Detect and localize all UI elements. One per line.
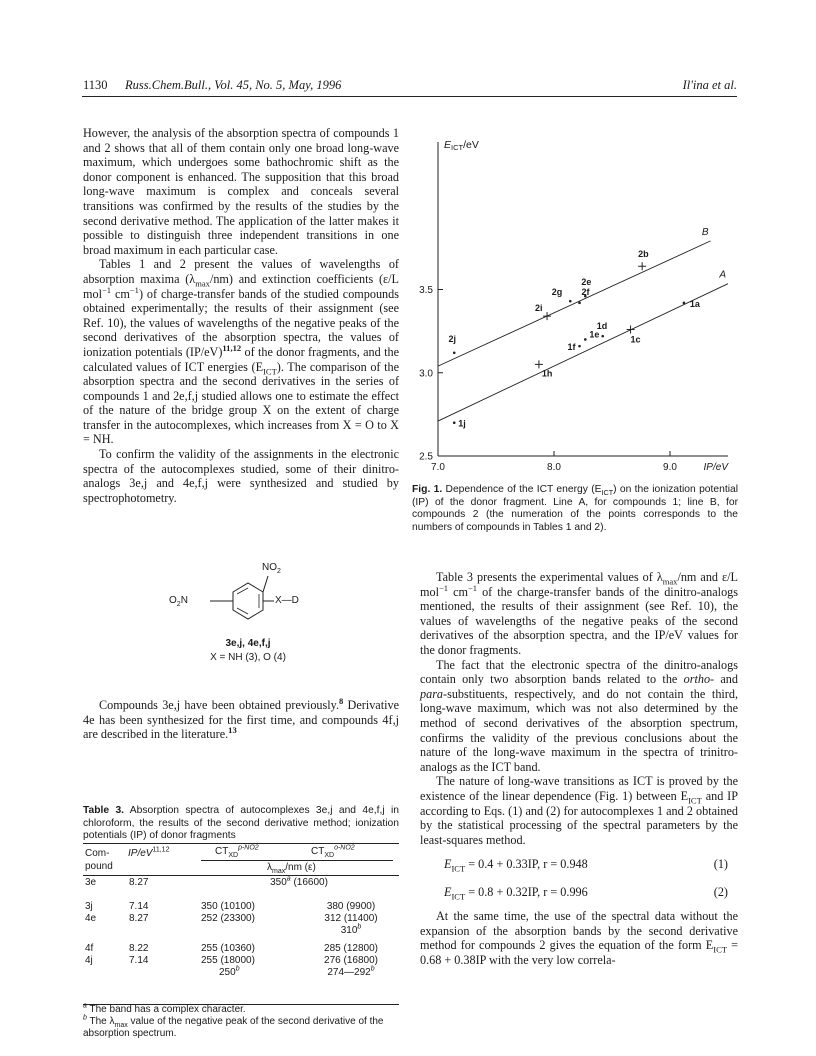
header-subrule [201,860,393,861]
point-label: 1f [567,342,576,353]
footnote-a: $^a$ The band has a complex character. [83,1002,246,1015]
journal-citation: Russ.Chem.Bull., Vol. 45, No. 5, May, 1996 [125,78,342,92]
header-ip: IP/eV$^{11,12}$ [128,846,170,859]
table-body [83,877,399,979]
table-row: 310$^b$ [340,923,362,936]
point-label: 2g [551,287,563,298]
header-lambda: $\lambda_{max}/nm$ (ε) [267,862,316,875]
table-row: 4j 7.14 255 (18000) 276 (16800) [85,955,378,966]
chart-points [448,249,700,428]
point-1e [584,338,587,341]
point-label: 1c [630,334,641,345]
header-ct-para: $CT_{XD}^{p-NO2}$ [215,844,259,859]
paragraph: Tables 1 and 2 present the values of wavelengths of absorption maxima $(\lambda_{max}/nm)$ and extinction coefficients (ε/L mol$^{-1}$ $cm^{-1}$) of charge-transfer bands of the studied compounds obtained experimentally; the results of their assignment (see Ref. 10), the values of wavelengths of the negative peaks of the second derivatives of the absorption spectra, the values of ionization potentials $(IP/eV)^{11,12}$ of the donor fragments, and the calculated values of ICT energies $(E_{ICT})$. The comparison of the absorption spectra and the second derivatives in the series of compounds 1 and 2e,f,j studied allows one to estimate the effect of the nature of the bridge group X on the extent of charge transfer in the autocomplexes, which increases from X = O to X = NH. [83,257,400,447]
paragraph: The fact that the electronic spectra of the dinitro-analogs contain only two absorption bands related to the ortho- and para-substituents, respectively, and do not contain the third, long-wave maximum, which was not also determined by the method of second derivatives of the absorption spectrum, confirms the validity of the previous conclusions about the nature of the long-wave maximum in the spectra of trinitro-analogs as the ICT band. [420,657,738,774]
point-label: 1j [458,418,466,429]
o2n-label: $O_2N$ [169,595,188,608]
point-2j [453,351,456,354]
x-axis-label: IP/eV [703,462,728,473]
point-2b [638,262,646,270]
table-row: 4f 8.22 255 (10360) 285 (12800) [85,943,378,954]
chemical-structure [160,560,320,672]
point-label: 1h [541,368,553,379]
point-label: 2f [581,286,590,297]
paragraph: Table 3 presents the experimental values of $\lambda_{max}/nm$ and ε/L mol$^{-1}$ $cm^{-1}$ of the charge-transfer bands of the dinitro-analogs mentioned, the results of their assignment (see Ref. 10), the values of wavelengths of the negative peaks of the second derivatives of the absorption spectra, and the IP/eV values for the donor fragments. [420,570,739,657]
table-caption: Table 3. Absorption spectra of autocomplexes 3e,j and 4e,f,j in chloroform, the results of the second derivative method; ionization potentials (IP) of donor fragments [83,805,400,842]
table-header-rule [83,875,399,876]
paragraph: At the same time, the use of the spectral data without the expansion of the absorption bands by the second derivative method for compounds 2 gives the equation of the form $E_{ICT} = 0.68 + 0.38IP$ with the very low correla- [420,909,738,968]
point-2g [569,300,572,303]
paragraph: To confirm the validity of the assignments in the electronic spectra of the autocomplexes studied, some of their dinitro-analogs 3e,j and 4e,f,j were synthesized and studied by spectrophotometry. [83,447,399,505]
point-1d [601,335,604,338]
figure-caption: Fig. 1. Dependence of the ICT energy $(E_{ICT})$ on the ionization potential (IP) of the donor fragment. Line A, for compounds 1; line B, for compounds 2 (the numeration of the points corresponds to the numbers of compounds in Tables 1 and 2). [412,484,738,533]
paragraph: However, the analysis of the absorption spectra of compounds 1 and 2 shows that all of them contain only one broad long-wave maximum, which undergoes some bathochromic shift as the donor component is enhanced. The supposition that this broad long-wave maximum is complex and conceals several transitions was confirmed by the results of the studies by the second derivative method. The application of the latter makes it possible to distinguish three independent transitions in one broad maximum in each particular case. [83,126,399,257]
header-compound: Com- [85,848,110,859]
header-compound: pound [85,861,113,872]
header-ct-ortho: $CT_{XD}^{o-NO2}$ [311,844,355,859]
table-row: 4e 8.27 252 (23300) 312 (11400) [85,913,378,924]
page-number: 1130 [83,78,108,92]
point-label: 2e [581,277,592,288]
y-tick-label: 3.5 [419,285,433,297]
running-authors: Il'ina et al. [682,78,737,92]
table-row: 3j 7.14 350 (10100) 380 (9900) [85,901,376,912]
table-row: 250$^b$ 274—292$^b$ [219,965,375,978]
xd-label: X—D [275,595,299,606]
y-tick-label: 2.5 [419,451,433,463]
point-1h [535,360,543,368]
ict-vs-ip-chart [410,128,740,478]
header-rule [82,96,737,97]
figure-1 [410,128,740,478]
equation-1: $E_{ICT} = 0.4 + 0.33IP$, r = 0.948 (1) [444,857,728,874]
point-label: 2i [535,303,543,314]
footnote-b: $^b$ The $\lambda_{max}$ value of the negative peak of the second derivative of the absorption spectrum. [83,1014,384,1039]
left-column-lower [83,695,399,742]
compound-ids: 3e,j, 4e,f,j [225,638,271,649]
x-definition: X = NH (3), O (4) [210,652,286,663]
line-label-A: A [719,269,726,281]
point-1a [683,302,686,305]
point-1j [453,421,456,424]
equation-2: $E_{ICT} = 0.8 + 0.32IP$, r = 0.996 (2) [444,885,728,902]
point-label: 1d [596,321,608,332]
paragraph: Compounds 3e,j have been obtained previously.$^8$ Derivative 4e has been synthesized for the first time, and compounds 4f,j are described in the literature.$^{13}$ [83,695,399,742]
point-label: 2b [638,249,649,260]
table-row: 3e 8.27 350$^a$ (16600) [85,875,328,888]
regression-line-A [438,284,728,421]
point-2i [543,312,551,320]
x-tick-label: 7.0 [431,462,445,473]
point-label: 1e [589,329,600,340]
table-footnotes [83,1004,399,1040]
right-column [420,570,738,968]
point-1f [578,345,581,348]
line-label-B: B [701,226,709,238]
point-label: 1a [689,298,700,309]
point-label: 2j [448,333,456,344]
y-tick-label: 3.0 [419,368,433,380]
point-2f [578,302,581,305]
y-axis-label: EICT/eV [444,139,479,152]
paragraph: The nature of long-wave transitions as ICT is proved by the existence of the linear dependence (Fig. 1) between $E_{ICT}$ and IP according to Eqs. (1) and (2) for autocomplexes 1 and 2 obtained by the statistical processing of the spectral parameters by the least-squares method. [420,774,738,847]
x-tick-label: 8.0 [547,462,561,473]
point-1c [627,325,635,333]
no2-label: $NO_2$ [262,562,281,575]
left-column [83,126,399,505]
x-tick-label: 9.0 [663,462,677,473]
chart-regression-lines [438,227,728,421]
